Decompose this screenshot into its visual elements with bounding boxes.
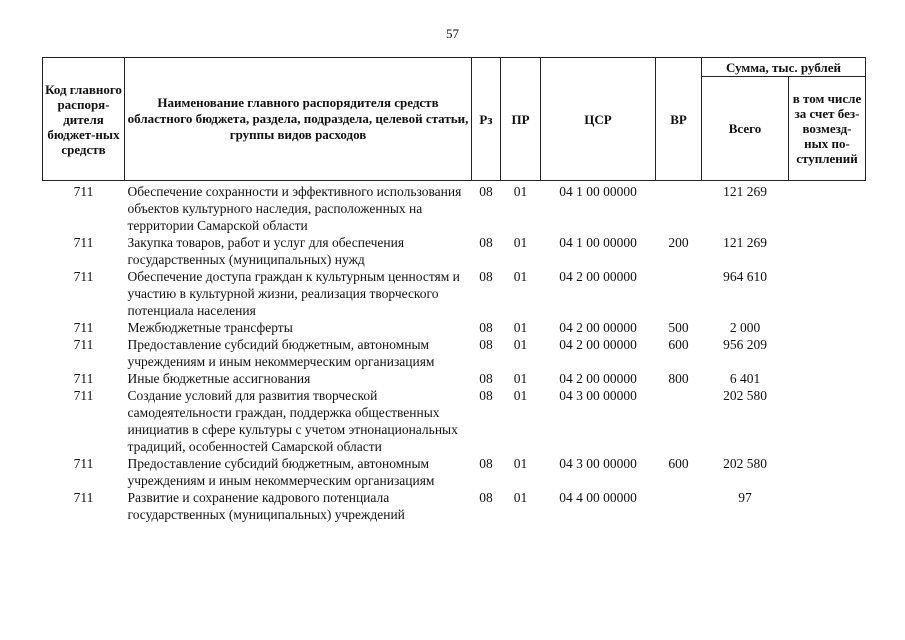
row-csr: 04 1 00 00000 [559, 184, 637, 199]
row-name: Предоставление субсидий бюджетным, автономным учреждениям и иным некоммерческим организациям [127, 337, 435, 369]
table-row [43, 234, 866, 268]
row-including [789, 455, 866, 489]
row-pr: 01 [513, 320, 528, 335]
row-total: 6 401 [729, 371, 761, 386]
row-code: 711 [73, 388, 94, 403]
table-row [43, 370, 866, 387]
row-including [789, 234, 866, 268]
row-total: 202 580 [723, 388, 767, 403]
budget-table [42, 57, 866, 523]
row-pr: 01 [513, 388, 528, 403]
row-rz: 08 [479, 490, 493, 505]
row-vr: 800 [668, 371, 689, 386]
header-total: Всего [702, 77, 789, 181]
row-pr: 01 [513, 184, 528, 199]
row-total: 956 209 [723, 337, 767, 352]
table-row [43, 336, 866, 370]
row-pr: 01 [513, 371, 528, 386]
row-total: 202 580 [723, 456, 767, 471]
header-name: Наименование главного распорядителя средств областного бюджета, раздела, подраздела, целевой статьи, группы видов расходов [125, 58, 472, 181]
row-vr [656, 387, 702, 455]
table-row [43, 387, 866, 455]
row-vr [656, 489, 702, 523]
row-total: 964 610 [723, 269, 767, 284]
row-rz: 08 [479, 184, 493, 199]
row-vr [656, 268, 702, 319]
row-rz: 08 [479, 235, 493, 250]
header-code: Код главного распоря-дителя бюджет-ных средств [43, 58, 125, 181]
table-row [43, 489, 866, 523]
row-vr: 600 [668, 456, 689, 471]
row-name: Закупка товаров, работ и услуг для обеспечения государственных (муниципальных) нужд [127, 235, 405, 267]
row-code: 711 [73, 184, 94, 199]
row-code: 711 [73, 235, 94, 250]
row-name: Иные бюджетные ассигнования [127, 371, 311, 386]
row-pr: 01 [513, 235, 528, 250]
row-code: 711 [73, 269, 94, 284]
header-rz: Рз [472, 58, 501, 181]
table-row [43, 268, 866, 319]
table-row [43, 319, 866, 336]
table-body [43, 181, 866, 524]
row-rz: 08 [479, 388, 493, 403]
row-name: Обеспечение доступа граждан к культурным ценностям и участию в культурной жизни, реализация творческого потенциала населения [127, 269, 460, 318]
row-rz: 08 [479, 320, 493, 335]
page-number: 57 [446, 26, 459, 41]
table-row [43, 181, 866, 235]
header-pr: ПР [501, 58, 541, 181]
row-csr: 04 3 00 00000 [559, 456, 637, 471]
row-pr: 01 [513, 337, 528, 352]
row-including [789, 181, 866, 235]
row-name: Обеспечение сохранности и эффективного использования объектов культурного наследия, расположенных на территории Самарской области [127, 184, 462, 233]
row-rz: 08 [479, 456, 493, 471]
row-including [789, 319, 866, 336]
row-code: 711 [73, 456, 94, 471]
row-rz: 08 [479, 371, 493, 386]
row-pr: 01 [513, 490, 528, 505]
row-code: 711 [73, 337, 94, 352]
row-csr: 04 4 00 00000 [559, 490, 637, 505]
row-pr: 01 [513, 456, 528, 471]
row-including [789, 489, 866, 523]
row-csr: 04 2 00 00000 [559, 371, 637, 386]
row-name: Создание условий для развития творческой самодеятельности граждан, поддержка общественных инициатив в сфере культуры с учетом этнонациональных традиций, особенностей Самарской области [127, 388, 458, 454]
row-vr: 600 [668, 337, 689, 352]
table-row [43, 455, 866, 489]
row-name: Межбюджетные трансферты [127, 320, 293, 335]
row-csr: 04 2 00 00000 [559, 320, 637, 335]
row-total: 121 269 [723, 235, 767, 250]
row-csr: 04 3 00 00000 [559, 388, 637, 403]
row-name: Развитие и сохранение кадрового потенциала государственных (муниципальных) учреждений [127, 490, 405, 522]
row-including [789, 336, 866, 370]
header-including: в том числе за счет без-возмезд-ных по-ступлений [789, 77, 866, 181]
row-total: 97 [738, 490, 752, 505]
row-including [789, 268, 866, 319]
row-code: 711 [73, 490, 94, 505]
header-csr: ЦСР [541, 58, 656, 181]
header-sum-group: Сумма, тыс. рублей [702, 58, 866, 77]
row-total: 2 000 [729, 320, 761, 335]
row-vr [656, 181, 702, 235]
row-csr: 04 1 00 00000 [559, 235, 637, 250]
row-rz: 08 [479, 337, 493, 352]
table-header [43, 58, 866, 181]
row-vr: 200 [668, 235, 689, 250]
row-csr: 04 2 00 00000 [559, 269, 637, 284]
row-vr: 500 [668, 320, 689, 335]
row-total: 121 269 [723, 184, 767, 199]
row-including [789, 370, 866, 387]
row-rz: 08 [479, 269, 493, 284]
row-pr: 01 [513, 269, 528, 284]
row-code: 711 [73, 371, 94, 386]
header-vr: ВР [656, 58, 702, 181]
row-name: Предоставление субсидий бюджетным, автономным учреждениям и иным некоммерческим организациям [127, 456, 435, 488]
row-code: 711 [73, 320, 94, 335]
row-including [789, 387, 866, 455]
row-csr: 04 2 00 00000 [559, 337, 637, 352]
